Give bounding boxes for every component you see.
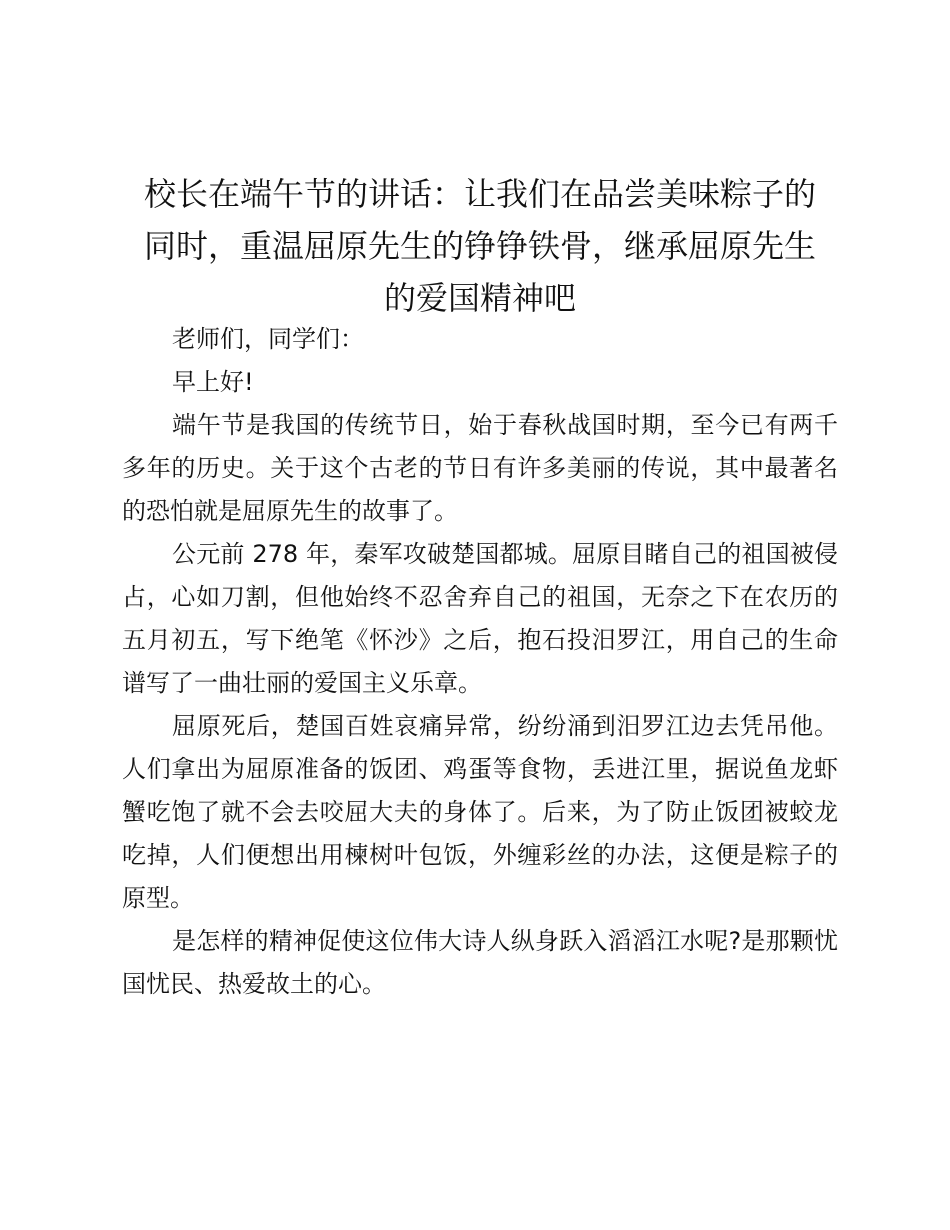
paragraph-3: 屈原死后，楚国百姓哀痛异常，纷纷涌到汨罗江边去凭吊他。人们拿出为屈原准备的饭团、鸡蛋等食物，丢进江里，据说鱼龙虾蟹吃饱了就不会去咬屈大夫的身体了。后来，为了防止饭团被蛟龙吃掉，人们便想出用楝树叶包饭，外缠彩丝的办法，这便是粽子的原型。 [122, 712, 838, 912]
document-body [122, 318, 838, 1006]
paragraph-4: 是怎样的精神促使这位伟大诗人纵身跃入滔滔江水呢?是那颗忧国忧民、热爱故土的心。 [122, 927, 838, 998]
paragraph-1: 端午节是我国的传统节日，始于春秋战国时期，至今已有两千多年的历史。关于这个古老的节日有许多美丽的传说，其中最著名的恐怕就是屈原先生的故事了。 [122, 411, 838, 525]
salutation-line: 早上好! [172, 368, 254, 396]
document-title: 校长在端午节的讲话：让我们在品尝美味粽子的同时，重温屈原先生的铮铮铁骨，继承屈原先生的爱国精神吧 [143, 175, 816, 317]
paragraph-2: 公元前 278 年，秦军攻破楚国都城。屈原目睹自己的祖国被侵占，心如刀割，但他始终不忍舍弃自己的祖国，无奈之下在农历的五月初五，写下绝笔《怀沙》之后，抱石投汨罗江，用自己的生命谱写了一曲壮丽的爱国主义乐章。 [122, 540, 838, 697]
greeting-line: 老师们，同学们： [172, 325, 364, 353]
